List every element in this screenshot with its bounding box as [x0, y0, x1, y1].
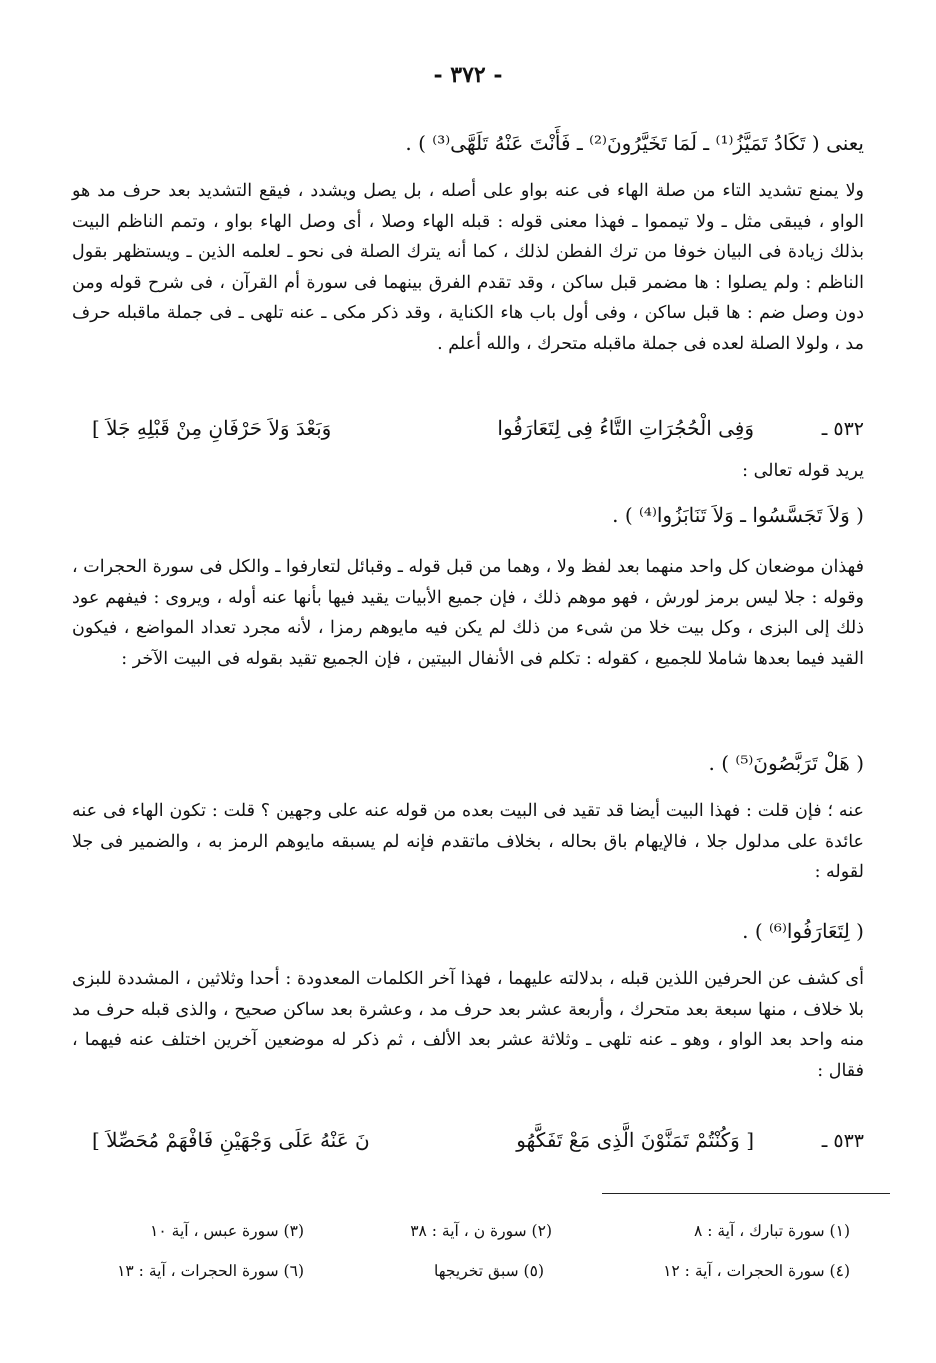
verse-number: ٥٣٣ ـ: [821, 1130, 864, 1152]
commentary-paragraph: ولا يمنع تشديد التاء من صلة الهاء فى عنه بواو على أصله ، بل يصل ويشدد ، فيقع التشديد بعد حرف مد هو الواو ، فيبقى مثل ـ ولا تيمموا ـ فهذا معنى قوله : قبله الهاء وصلا ، أى وصل الهاء بواو ، وتمم الناظم البيت بذلك زيادة فى البيان خوفا من ترك الفطن لذلك ، كما أنه يترك الصلة فى نحو ـ لعلمه الذين ـ ويستظهر بقول الناظم : ولم يصلوا : ها مضمر قبل ساكن ، وقد تقدم الفرق بينهما فى سورة أم القرآن ، فى شرح قوله ومن دون وصل ضم : ها قبل ساكن ، وفى أول باب هاء الكناية ، وقد ذكر مكى ـ عنه تلهى ـ فى جملة ماقبله حرف مد ، ولولا الصلة لعده فى جملة ماقبله متحرك ، والله أعلم .: [72, 181, 864, 354]
footnote-3: (٣) سورة عبس ، آية ١٠: [150, 1222, 304, 1240]
verse-first-hemistich: وَفِى الْحُجُرَاتِ التَّاءُ فِى لِتَعَارَفُوا: [497, 416, 754, 440]
quran-quote-line: ( لِتَعَارَفُوا⁽⁶⁾ ) .: [742, 919, 864, 943]
intro-line: يريد قوله تعالى :: [742, 461, 864, 481]
verse-second-hemistich: وَبَعْدَ وَلاَ حَرْفَانِ مِنْ قَبْلِهِ جَلاَ ]: [92, 416, 332, 440]
poem-verse-533: [72, 1124, 864, 1164]
quran-quote-line: ( وَلاَ تَجَسَّسُوا ـ وَلاَ تَنَابَزُوا⁽⁴⁾ ) .: [612, 503, 864, 527]
poem-verse-532: [72, 412, 864, 452]
footnote-6: (٦) سورة الحجرات ، آية : ١٣: [117, 1262, 304, 1280]
footnote-separator: [602, 1193, 890, 1194]
footnote-2: (٢) سورة ن ، آية : ٣٨: [410, 1222, 552, 1240]
commentary-paragraph: فهذان موضعان كل واحد منهما بعد لفظ ولا ، وهما من قبل قوله ـ وقبائل لتعارفوا ـ والكل فى سورة الحجرات ، وقوله : جلا ليس برمز لورش ، فهو موهم ذلك ، فإن جميع الأبيات يقيد فيها بأنها عنه أوله ، ويروى : فيفهم عود ذلك إلى البزى ، وكل بيت خلا من شىء من ذلك لم يكن فيه مايوهم رمزا ، لأنه مجرد تعداد المواضع ، فيكون القيد فيما بعدها شاملا للجميع ، كقوله : تكلم فى الأنفال البيتين ، فإن الجميع تقيد بقوله فى البيت الآخر :: [72, 557, 864, 669]
quran-quote-line: يعنى ( تَكَادُ تَمَيَّزُ⁽¹⁾ ـ لَمَا تَخَيَّرُونَ⁽²⁾ ـ فَأَنْتَ عَنْهُ تَلَهَّى⁽³⁾ ) .: [405, 131, 864, 155]
verse-number: ٥٣٢ ـ: [821, 418, 864, 440]
page-number: - ٣٧٢ -: [433, 62, 503, 88]
quran-quote-line: ( هَلْ تَرَبَّصُونَ⁽⁵⁾ ) .: [708, 751, 864, 775]
footnote-4: (٤) سورة الحجرات ، آية : ١٢: [663, 1262, 850, 1280]
commentary-paragraph: أى كشف عن الحرفين اللذين قبله ، بدلالته عليهما ، فهذا آخر الكلمات المعدودة : أحدا وثلاثين ، المشددة للبزى بلا خلاف ، منها سبعة بعد متحرك ، وأربعة عشر بعد حرف مد ، وعشرة بعد ساكن صحيح ، والذى قبله حرف مد منه واحد بعد الواو ، وهو ـ عنه تلهى ـ وثلاثة عشر بعد الألف ، ثم ذكر له موضعين آخرين اختلف عنه فيهما ، فقال :: [72, 969, 864, 1081]
commentary-paragraph: عنه ؛ فإن قلت : فهذا البيت أيضا قد تقيد فى البيت بعده من قوله عنه على وجهين ؟ قلت : تكون الهاء فى عنه عائدة على مدلول جلا ، فالإيهام باق بحاله ، بخلاف ماتقدم فإنه لم يسبقه مايوهم الرمز به ، والضمير فى جلا لقوله :: [72, 801, 864, 882]
footnote-1: (١) سورة تبارك ، آية : ٨: [693, 1222, 850, 1240]
verse-second-hemistich: نَ عَنْهُ عَلَى وَجْهَيْنِ فَافْهَمْ مُحَصِّلاَ ]: [92, 1128, 370, 1152]
verse-first-hemistich: [ وَكُنْتُمْ تَمَنَّوْنَ الَّذِى مَعْ تَفَكَّهُو: [516, 1128, 754, 1152]
footnote-5: (٥) سبق تخريجها: [434, 1262, 544, 1280]
